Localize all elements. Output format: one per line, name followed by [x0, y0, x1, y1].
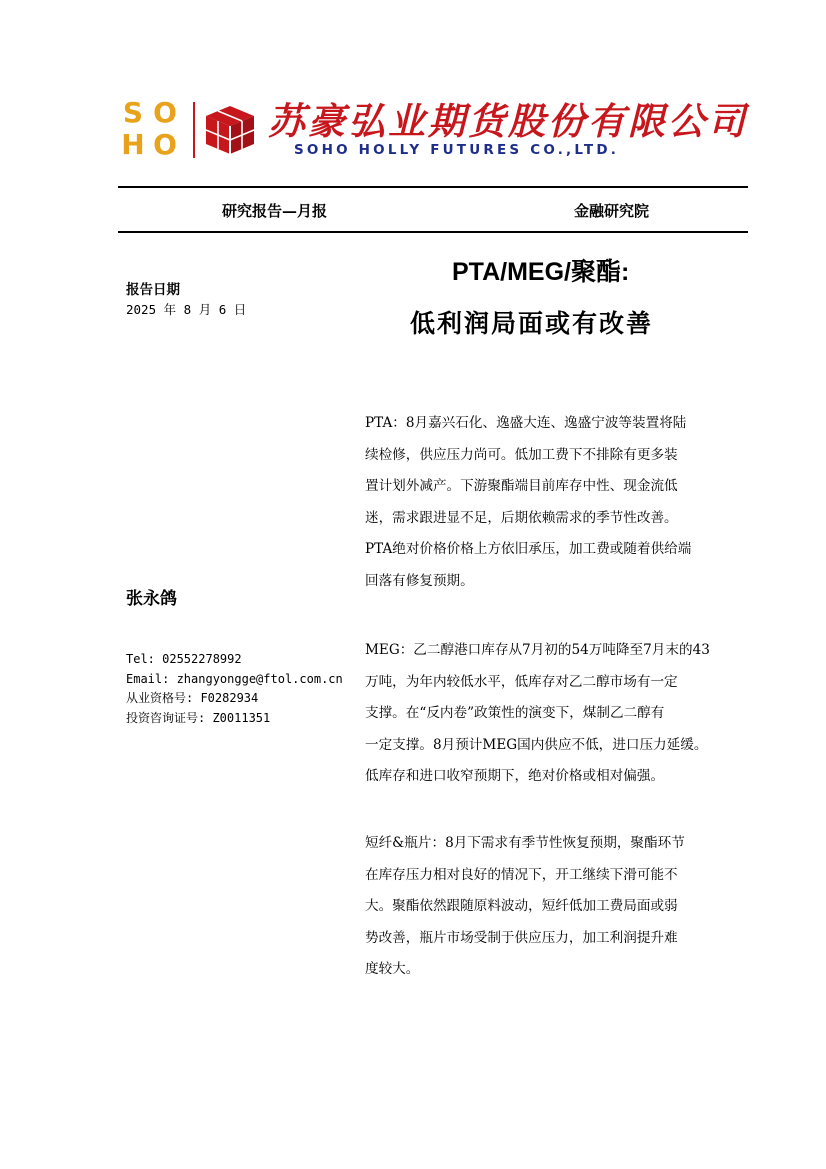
pta-paragraph [365, 408, 760, 597]
report-type: 研究报告—月报 [222, 202, 328, 220]
paragraph-line: 短纤&瓶片：8月下需求有季节性恢复预期，聚酯环节 [365, 835, 685, 851]
paragraph-line: MEG：乙二醇港口库存从7月初的54万吨降至7月末的43 [365, 642, 710, 658]
paragraph-line: 续检修，供应压力尚可。低加工费下不排除有更多装 [365, 446, 678, 463]
paragraph-line: PTA：8月嘉兴石化、逸盛大连、逸盛宁波等装置将陆 [365, 415, 687, 431]
department: 金融研究院 [574, 202, 650, 220]
author-contact [126, 650, 343, 728]
report-date: 2025 年 8 月 6 日 [126, 302, 247, 317]
paragraph-line: 迷，需求跟进显不足，后期依赖需求的季节性改善。 [365, 509, 678, 526]
report-date-label: 报告日期 [126, 282, 180, 298]
company-logo [118, 96, 748, 162]
company-name-en: SOHO HOLLY FUTURES CO.,LTD. [294, 142, 620, 158]
paragraph-line: 势改善，瓶片市场受制于供应压力，加工利润提升难 [365, 929, 678, 946]
header-rule-top [118, 186, 748, 188]
report-title: PTA/MEG/聚酯: [452, 258, 630, 286]
paragraph-line: 在库存压力相对良好的情况下，开工继续下滑可能不 [365, 866, 678, 883]
paragraph-line: 低库存和进口收窄预期下，绝对价格或相对偏强。 [365, 768, 665, 784]
soho-letter: H [121, 128, 145, 161]
soho-letter: O [153, 128, 177, 161]
cube-icon [204, 104, 256, 156]
meg-paragraph [365, 635, 760, 793]
paragraph-line: 万吨，为年内较低水平，低库存对乙二醇市场有一定 [365, 673, 678, 690]
paragraph-line: 度较大。 [365, 961, 420, 977]
paragraph-line: PTA绝对价格价格上方依旧承压，加工费或随着供给端 [365, 541, 692, 557]
paragraph-line: 支撑。在“反内卷”政策性的演变下，煤制乙二醇有 [365, 705, 665, 721]
soho-mark [118, 98, 182, 160]
company-name-cn: 苏豪弘业期货股份有限公司 [268, 99, 748, 143]
author-email: Email: zhangyongge@ftol.com.cn [126, 671, 343, 686]
fiber-bottle-paragraph [365, 828, 760, 986]
paragraph-line: 大。聚酯依然跟随原料波动，短纤低加工费局面或弱 [365, 898, 678, 914]
paragraph-line: 一定支撑。8月预计MEG国内供应不低，进口压力延缓。 [365, 736, 708, 753]
soho-letter: O [153, 96, 177, 129]
soho-letter: S [122, 96, 144, 129]
author-license: 从业资格号: F0282934 [126, 691, 259, 705]
header-rule-bottom [118, 231, 748, 233]
paragraph-line: 回落有修复预期。 [365, 572, 474, 589]
author-advisory-license: 投资咨询证号: Z0011351 [126, 710, 271, 725]
author-tel: Tel: 02552278992 [126, 652, 242, 666]
logo-divider [193, 102, 195, 158]
paragraph-line: 置计划外减产。下游聚酯端目前库存中性、现金流低 [365, 478, 678, 494]
author-name: 张永鸽 [126, 589, 177, 609]
report-subtitle: 低利润局面或有改善 [410, 309, 654, 338]
